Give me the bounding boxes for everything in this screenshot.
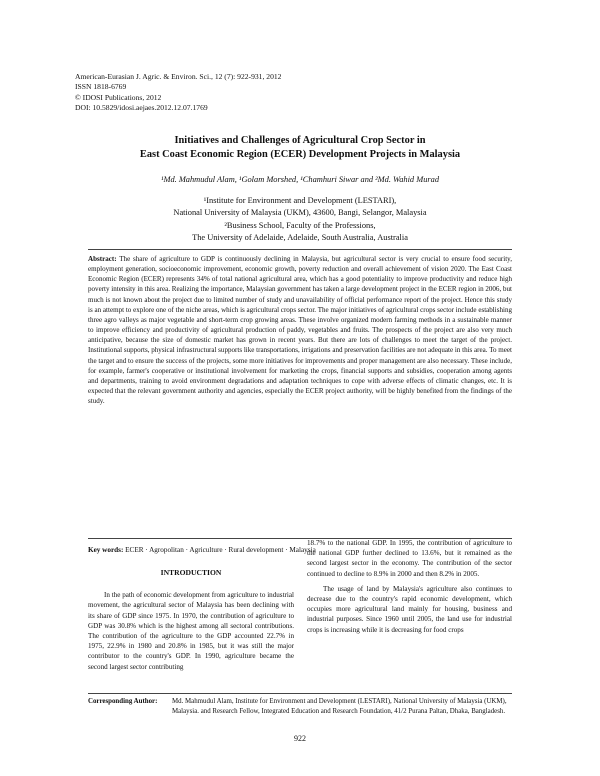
journal-citation: American-Eurasian J. Agric. & Environ. Sci., 12 (7): 922-931, 2012 <box>75 72 282 81</box>
keywords-label: Key words: <box>88 546 124 554</box>
doi: DOI: 10.5829/idosi.aejaes.2012.12.07.1769 <box>75 102 208 112</box>
title-line-1: Initiatives and Challenges of Agricultural Crop Sector in <box>174 135 426 146</box>
intro-paragraph-continued: 18.7% to the national GDP. In 1995, the contribution of agriculture to the national GDP further declined to 13.6%, but it remained as the second largest sector in the economy. The contribution of the sector continued to decline to 8.9% in 2000 and then 8.2% in 2005. <box>307 539 512 578</box>
abstract-top-rule <box>88 249 512 250</box>
journal-header <box>75 72 281 113</box>
intro-paragraph: The usage of land by Malaysia's agriculture also continues to decrease due to the country's rapid economic development, which occupies more agricultural land mainly for housing, business and industrial purposes. Since 1960 until 2005, the land use for industrial crops is increasing while it is decreasing for food crops <box>307 584 512 634</box>
copyright: © IDOSI Publications, 2012 <box>75 92 162 102</box>
issn: ISSN 1818-6769 <box>75 82 127 92</box>
footer-rule <box>88 693 512 694</box>
author-list: ¹Md. Mahmudul Alam, ¹Golam Morshed, ¹Chamhuri Siwar and ²Md. Wahid Murad <box>160 175 440 184</box>
affiliations <box>60 195 540 245</box>
corresponding-author <box>88 697 512 717</box>
abstract <box>88 254 512 406</box>
paper-title <box>60 134 540 162</box>
affiliation-line: The University of Adelaide, Adelaide, South Australia, Australia <box>192 233 408 243</box>
affiliation-line: ¹Institute for Environment and Development (LESTARI), <box>203 196 397 205</box>
abstract-label: Abstract: <box>88 255 117 263</box>
corresponding-text: Md. Mahmudul Alam, Institute for Environment and Development (LESTARI), National University of Malaysia (UKM), Malaysia. and Research Fellow, Integrated Education and Research Foundation, 41/2 Purana Paltan, Dhaka, Bangladesh. <box>172 698 507 715</box>
title-line-2: East Coast Economic Region (ECER) Development Projects in Malaysia <box>139 149 461 160</box>
introduction-heading: INTRODUCTION <box>160 568 222 577</box>
page-number: 922 <box>294 734 306 743</box>
intro-paragraph: In the path of economic development from agriculture to industrial movement, the agricultural sector of Malaysia has been declining with its share of GDP since 1975. In 1970, the contribution of agriculture to GDP was 30.8% which is the highest among all sectoral contributions. The contribution of the agriculture to the GDP accounted 22.7% in 1975, 22.9% in 1980 and 20.8% in 1985, but it was still the major contributor to the country's GDP. In 1990, agriculture became the second largest sector contributing <box>88 591 294 671</box>
left-column <box>88 568 294 672</box>
keywords-text: ECER · Agropolitan · Agriculture · Rural development · Malaysia <box>125 546 316 554</box>
affiliation-line: ²Business School, Faculty of the Professions, <box>224 220 376 230</box>
abstract-text: The share of agriculture to GDP is continuously declining in Malaysia, but agricultural sector is very crucial to ensure food security, employment generation, socioeconomic improvement, economic growth, poverty reduction and overall achievement of vision 2020. The East Coast Economic Region (ECER) represents 34% of total national agricultural area, which has a good potentiality to improve productivity and reduce high poverty intensity in this area. Realizing the importance, Malaysian government has taken a large development project in the ECER region in 2006, but much is not known about the project due to limited number of study and unavailability of official performance report of the project. Hence this study is an attempt to explore one of the niche areas, which is agricultural crops sector. The major initiatives of agricultural crops sector include establishing three agro valleys as major vegetable and short-term crop growing areas. These involve organized modern farming methods in a sustainable manner to improve efficiency and productivity of agricultural production of paddy, vegetables and fruits. The prospects of the project are also very much anticipative, because the size of domestic market has grown in recent years. But there are lots of challenges to meet the target of the project. Institutional supports, physical infrastructural supports like transportations, irrigations and preservation facilities are not adequate in this area. To meet the target and to ensure the success of the projects, some more initiatives for improvements and proper management are also necessary. These include, for example, farmer's cooperative or institutional involvement for marketing the crops, financial supports and subsidies, cooperation among agents and departments, training to avoid environment degradations and adaptation techniques to cope with adverse effects of climatic changes, etc. It is expected that the relevant government authority and agencies, especially the ECER project authority, will be highly benefited from the findings of the study. <box>88 255 512 406</box>
affiliation-line: National University of Malaysia (UKM), 43600, Bangi, Selangor, Malaysia <box>173 208 427 218</box>
corresponding-label: Corresponding Author: <box>88 698 158 705</box>
right-column <box>307 538 512 635</box>
